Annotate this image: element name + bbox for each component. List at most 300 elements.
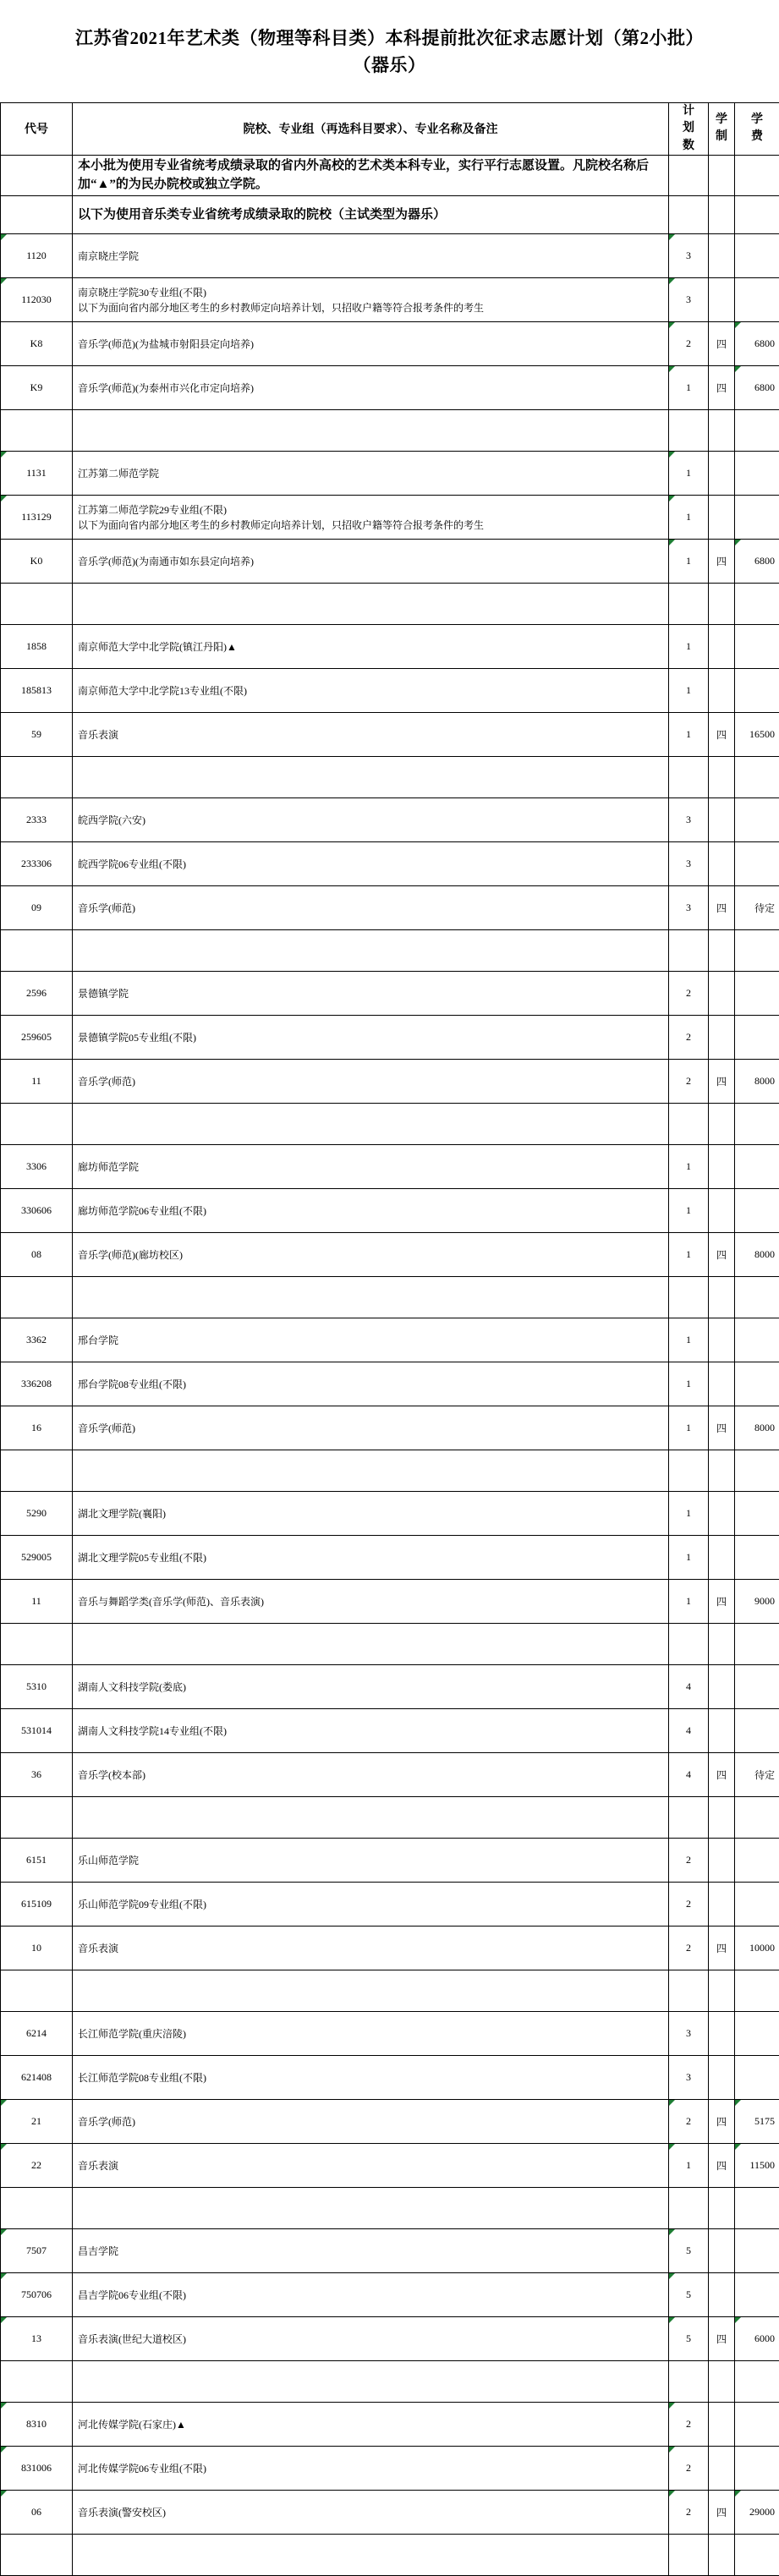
cell-fee: [735, 196, 779, 234]
comment-marker-icon: [669, 540, 675, 545]
cell-plan: 1: [669, 1189, 709, 1233]
cell-fee: [735, 2361, 779, 2403]
cell-duration: [709, 410, 735, 452]
comment-marker-icon: [1, 2229, 7, 2235]
comment-marker-icon: [735, 2144, 741, 2150]
cell-plan: 4: [669, 1753, 709, 1797]
cell-name: [73, 1665, 669, 1709]
cell-duration: 四: [709, 1753, 735, 1797]
cell-plan: [669, 1450, 709, 1492]
table-row-school: [1, 1492, 779, 1536]
cell-fee: 9000: [735, 1580, 779, 1624]
comment-marker-icon: [1, 2317, 7, 2323]
cell-code: 6214: [1, 2012, 73, 2056]
entry-name: 乐山师范学院09专业组(不限): [78, 1897, 665, 1912]
entry-name: 河北传媒学院(石家庄)▲: [78, 2417, 665, 2432]
cell-code: 08: [1, 1233, 73, 1277]
cell-fee: 16500: [735, 713, 779, 757]
header-duration-label: 学制: [715, 112, 727, 146]
cell-name: [73, 584, 669, 625]
cell-plan: 3: [669, 234, 709, 278]
cell-plan: 2: [669, 1016, 709, 1060]
cell-fee: [735, 2012, 779, 2056]
cell-plan: 2: [669, 2403, 709, 2447]
page-title-line2: （器乐）: [0, 52, 779, 79]
cell-plan: [669, 196, 709, 234]
entry-name: 景德镇学院: [78, 986, 665, 1001]
cell-fee: [735, 2535, 779, 2576]
cell-fee: [735, 1883, 779, 1927]
header-code: 代号: [1, 103, 73, 156]
cell-code: [1, 1450, 73, 1492]
cell-code: 13: [1, 2317, 73, 2361]
cell-plan: 1: [669, 669, 709, 713]
cell-duration: 四: [709, 2144, 735, 2188]
cell-duration: [709, 278, 735, 322]
entry-name: 南京晓庄学院: [78, 249, 665, 264]
table-row-school: [1, 234, 779, 278]
table-row-empty: [1, 1450, 779, 1492]
cell-duration: [709, 669, 735, 713]
cell-duration: 四: [709, 2317, 735, 2361]
table-row-empty: [1, 2361, 779, 2403]
cell-plan: 1: [669, 496, 709, 540]
table-row-major: [1, 2144, 779, 2188]
cell-plan: 1: [669, 1362, 709, 1406]
comment-marker-icon: [735, 366, 741, 372]
cell-plan: 1: [669, 1145, 709, 1189]
table-row-school: [1, 2403, 779, 2447]
cell-duration: 四: [709, 366, 735, 410]
cell-fee: [735, 625, 779, 669]
cell-duration: [709, 1970, 735, 2012]
cell-fee: 5175: [735, 2100, 779, 2144]
cell-name: [73, 2535, 669, 2576]
table-row-major: [1, 1927, 779, 1970]
entry-name: 音乐学(师范)(为盐城市射阳县定向培养): [78, 337, 665, 352]
cell-fee: 11500: [735, 2144, 779, 2188]
cell-name: [73, 625, 669, 669]
cell-fee: [735, 1104, 779, 1145]
table-row-group: [1, 1709, 779, 1753]
comment-marker-icon: [669, 2491, 675, 2497]
cell-code: 233306: [1, 842, 73, 886]
cell-code: 113129: [1, 496, 73, 540]
cell-code: [1, 2361, 73, 2403]
cell-duration: [709, 757, 735, 798]
cell-fee: [735, 2403, 779, 2447]
cell-plan: 5: [669, 2229, 709, 2273]
cell-code: 2596: [1, 972, 73, 1016]
cell-code: [1, 155, 73, 196]
cell-code: 3306: [1, 1145, 73, 1189]
cell-code: [1, 196, 73, 234]
cell-name: [73, 842, 669, 886]
table-row-group: [1, 1016, 779, 1060]
cell-duration: [709, 930, 735, 972]
cell-plan: 2: [669, 2447, 709, 2491]
table-row-major: [1, 713, 779, 757]
cell-duration: [709, 1839, 735, 1883]
cell-code: 6151: [1, 1839, 73, 1883]
entry-name: 皖西学院06专业组(不限): [78, 857, 665, 872]
cell-name: [73, 1318, 669, 1362]
cell-code: 5310: [1, 1665, 73, 1709]
table-row-empty: [1, 1277, 779, 1318]
cell-code: 1131: [1, 452, 73, 496]
cell-name: [73, 1145, 669, 1189]
cell-code: [1, 1970, 73, 2012]
comment-marker-icon: [735, 2317, 741, 2323]
note-text: 以下为使用音乐类专业省统考成绩录取的院校（主试类型为器乐）: [78, 206, 665, 225]
header-plan-count: [669, 103, 709, 156]
cell-fee: [735, 496, 779, 540]
cell-name: [73, 2144, 669, 2188]
table-row-group: [1, 1536, 779, 1580]
table-row-group: [1, 669, 779, 713]
cell-duration: [709, 155, 735, 196]
table-row-major: [1, 1580, 779, 1624]
comment-marker-icon: [735, 2100, 741, 2106]
cell-name: [73, 1580, 669, 1624]
cell-duration: [709, 496, 735, 540]
cell-duration: [709, 842, 735, 886]
cell-plan: 1: [669, 1406, 709, 1450]
cell-duration: [709, 1104, 735, 1145]
entry-name: 长江师范学院(重庆涪陵): [78, 2026, 665, 2042]
cell-code: 1858: [1, 625, 73, 669]
cell-fee: [735, 2056, 779, 2100]
table-row-major: [1, 2317, 779, 2361]
cell-duration: 四: [709, 886, 735, 930]
cell-fee: [735, 584, 779, 625]
cell-code: 09: [1, 886, 73, 930]
cell-fee: [735, 2273, 779, 2317]
entry-name: 皖西学院(六安): [78, 813, 665, 828]
table-row-empty: [1, 1970, 779, 2012]
cell-fee: 待定: [735, 886, 779, 930]
cell-plan: 2: [669, 1927, 709, 1970]
cell-plan: [669, 2361, 709, 2403]
comment-marker-icon: [735, 322, 741, 328]
cell-name: [73, 1536, 669, 1580]
cell-code: [1, 757, 73, 798]
cell-plan: 3: [669, 886, 709, 930]
cell-plan: 1: [669, 1536, 709, 1580]
cell-name: [73, 2317, 669, 2361]
cell-fee: 待定: [735, 1753, 779, 1797]
cell-name: [73, 798, 669, 842]
cell-plan: 1: [669, 452, 709, 496]
table-row-empty: [1, 930, 779, 972]
entry-name: 音乐表演: [78, 1941, 665, 1956]
cell-fee: 29000: [735, 2491, 779, 2535]
page-title-line1: 江苏省2021年艺术类（物理等科目类）本科提前批次征求志愿计划（第2小批）: [0, 25, 779, 52]
comment-marker-icon: [1, 234, 7, 240]
cell-code: 750706: [1, 2273, 73, 2317]
cell-name: [73, 410, 669, 452]
cell-duration: [709, 1145, 735, 1189]
entry-name: 音乐学(校本部): [78, 1768, 665, 1783]
cell-fee: [735, 972, 779, 1016]
page-title: [0, 0, 779, 79]
table-row-group: [1, 278, 779, 322]
cell-name: [73, 196, 669, 234]
cell-duration: 四: [709, 1580, 735, 1624]
cell-name: [73, 322, 669, 366]
cell-fee: [735, 278, 779, 322]
cell-fee: [735, 1665, 779, 1709]
cell-fee: [735, 1536, 779, 1580]
entry-name: 河北传媒学院06专业组(不限): [78, 2461, 665, 2476]
cell-duration: [709, 1492, 735, 1536]
table-row-group: [1, 2447, 779, 2491]
cell-duration: [709, 1665, 735, 1709]
cell-duration: [709, 1016, 735, 1060]
table-row-group: [1, 842, 779, 886]
table-row-group: [1, 1883, 779, 1927]
cell-duration: [709, 2361, 735, 2403]
comment-marker-icon: [669, 234, 675, 240]
cell-plan: 4: [669, 1665, 709, 1709]
cell-fee: [735, 1797, 779, 1839]
cell-duration: [709, 2535, 735, 2576]
table-row-group: [1, 2056, 779, 2100]
cell-plan: 2: [669, 1839, 709, 1883]
cell-name: [73, 1624, 669, 1665]
entry-name: 音乐学(师范): [78, 901, 665, 916]
entry-name: 南京晓庄学院30专业组(不限): [78, 285, 665, 300]
cell-plan: 2: [669, 322, 709, 366]
cell-duration: 四: [709, 322, 735, 366]
cell-code: [1, 1624, 73, 1665]
cell-name: [73, 1189, 669, 1233]
comment-marker-icon: [1, 452, 7, 458]
cell-duration: [709, 234, 735, 278]
cell-duration: [709, 1709, 735, 1753]
table-row-major: [1, 2491, 779, 2535]
entry-name: 南京师范大学中北学院13专业组(不限): [78, 683, 665, 699]
table-row-empty: [1, 2188, 779, 2229]
cell-duration: [709, 2056, 735, 2100]
comment-marker-icon: [669, 2447, 675, 2453]
cell-duration: 四: [709, 713, 735, 757]
cell-fee: 8000: [735, 1406, 779, 1450]
cell-duration: [709, 2273, 735, 2317]
table-row-school: [1, 452, 779, 496]
cell-name: [73, 1362, 669, 1406]
table-row-empty: [1, 1104, 779, 1145]
cell-name: [73, 1450, 669, 1492]
cell-fee: 10000: [735, 1927, 779, 1970]
table-row-group: [1, 496, 779, 540]
entry-name: 湖北文理学院05专业组(不限): [78, 1550, 665, 1565]
cell-code: 3362: [1, 1318, 73, 1362]
cell-plan: 1: [669, 713, 709, 757]
cell-code: 336208: [1, 1362, 73, 1406]
cell-fee: [735, 1970, 779, 2012]
comment-marker-icon: [1, 2491, 7, 2497]
comment-marker-icon: [1, 2403, 7, 2409]
cell-code: [1, 584, 73, 625]
cell-plan: 1: [669, 1318, 709, 1362]
cell-name: [73, 2188, 669, 2229]
cell-name: [73, 1797, 669, 1839]
cell-name: [73, 1970, 669, 2012]
cell-code: K8: [1, 322, 73, 366]
cell-name: [73, 1060, 669, 1104]
cell-fee: [735, 1318, 779, 1362]
cell-fee: 8000: [735, 1233, 779, 1277]
cell-fee: [735, 1624, 779, 1665]
entry-name: 湖南人文科技学院(娄底): [78, 1680, 665, 1695]
table-row-empty: [1, 1797, 779, 1839]
cell-fee: [735, 1450, 779, 1492]
cell-duration: [709, 1318, 735, 1362]
cell-name: [73, 155, 669, 196]
cell-plan: 1: [669, 2144, 709, 2188]
table-row-major: [1, 322, 779, 366]
cell-duration: [709, 452, 735, 496]
cell-duration: [709, 2447, 735, 2491]
header-fee: [735, 103, 779, 156]
entry-name: 音乐学(师范): [78, 1421, 665, 1436]
comment-marker-icon: [735, 2491, 741, 2497]
entry-name: 音乐学(师范): [78, 1074, 665, 1089]
comment-marker-icon: [669, 322, 675, 328]
entry-name: 南京师范大学中北学院(镇江丹阳)▲: [78, 639, 665, 655]
cell-name: [73, 713, 669, 757]
header-name: 院校、专业组（再选科目要求）、专业名称及备注: [73, 103, 669, 156]
cell-code: [1, 1797, 73, 1839]
table-row-empty: [1, 1624, 779, 1665]
cell-name: [73, 2361, 669, 2403]
cell-plan: [669, 1104, 709, 1145]
table-row-empty: [1, 2535, 779, 2576]
comment-marker-icon: [669, 366, 675, 372]
entry-name: 音乐表演(世纪大道校区): [78, 2332, 665, 2347]
cell-code: [1, 2188, 73, 2229]
cell-duration: 四: [709, 2100, 735, 2144]
cell-duration: [709, 196, 735, 234]
cell-code: 10: [1, 1927, 73, 1970]
cell-code: 529005: [1, 1536, 73, 1580]
table-row-school: [1, 1318, 779, 1362]
comment-marker-icon: [735, 540, 741, 545]
table-row-empty: [1, 584, 779, 625]
cell-plan: [669, 2535, 709, 2576]
entry-name: 昌吉学院06专业组(不限): [78, 2288, 665, 2303]
cell-name: [73, 1406, 669, 1450]
cell-plan: 3: [669, 798, 709, 842]
cell-duration: 四: [709, 540, 735, 584]
cell-plan: 2: [669, 1060, 709, 1104]
cell-fee: 6800: [735, 540, 779, 584]
comment-marker-icon: [669, 2144, 675, 2150]
cell-plan: 1: [669, 1233, 709, 1277]
cell-code: [1, 1277, 73, 1318]
cell-plan: [669, 155, 709, 196]
table-row-group: [1, 1362, 779, 1406]
cell-fee: [735, 1277, 779, 1318]
entry-name: 廊坊师范学院: [78, 1159, 665, 1175]
plan-table-body: [1, 155, 779, 2576]
cell-plan: [669, 757, 709, 798]
cell-duration: [709, 2012, 735, 2056]
cell-code: K9: [1, 366, 73, 410]
cell-duration: 四: [709, 1060, 735, 1104]
cell-duration: 四: [709, 1233, 735, 1277]
cell-duration: 四: [709, 1406, 735, 1450]
cell-name: [73, 2273, 669, 2317]
cell-name: [73, 366, 669, 410]
table-row-group: [1, 1189, 779, 1233]
cell-fee: [735, 1362, 779, 1406]
cell-plan: 2: [669, 2491, 709, 2535]
cell-code: 7507: [1, 2229, 73, 2273]
cell-name: [73, 757, 669, 798]
entry-name: 邢台学院: [78, 1333, 665, 1348]
cell-plan: 3: [669, 2056, 709, 2100]
entry-name: 音乐学(师范)(为南通市如东县定向培养): [78, 554, 665, 569]
entry-note: 以下为面向省内部分地区考生的乡村教师定向培养计划，只招收户籍等符合报考条件的考生: [78, 300, 665, 315]
entry-name: 音乐学(师范)(为泰州市兴化市定向培养): [78, 381, 665, 396]
comment-marker-icon: [669, 278, 675, 284]
cell-name: [73, 452, 669, 496]
table-row-school: [1, 972, 779, 1016]
table-row-school: [1, 1839, 779, 1883]
cell-code: 185813: [1, 669, 73, 713]
cell-duration: [709, 1362, 735, 1406]
cell-duration: [709, 625, 735, 669]
entry-name: 音乐表演(警安校区): [78, 2505, 665, 2520]
cell-name: [73, 2447, 669, 2491]
comment-marker-icon: [1, 2273, 7, 2279]
cell-fee: [735, 842, 779, 886]
cell-plan: [669, 410, 709, 452]
cell-name: [73, 2100, 669, 2144]
cell-name: [73, 1883, 669, 1927]
entry-name: 邢台学院08专业组(不限): [78, 1377, 665, 1392]
table-row-group: [1, 2273, 779, 2317]
cell-fee: [735, 2447, 779, 2491]
table-row-note: [1, 196, 779, 234]
cell-name: [73, 2229, 669, 2273]
table-row-school: [1, 2229, 779, 2273]
table-row-major: [1, 1060, 779, 1104]
cell-duration: [709, 2188, 735, 2229]
cell-plan: [669, 930, 709, 972]
cell-fee: [735, 1839, 779, 1883]
cell-plan: 1: [669, 540, 709, 584]
cell-code: 36: [1, 1753, 73, 1797]
cell-name: [73, 2403, 669, 2447]
cell-fee: 6800: [735, 366, 779, 410]
entry-name: 音乐表演: [78, 2158, 665, 2173]
cell-fee: [735, 410, 779, 452]
cell-duration: [709, 2229, 735, 2273]
cell-duration: [709, 798, 735, 842]
entry-note: 以下为面向省内部分地区考生的乡村教师定向培养计划，只招收户籍等符合报考条件的考生: [78, 518, 665, 533]
entry-name: 乐山师范学院: [78, 1853, 665, 1868]
table-row-major: [1, 1233, 779, 1277]
cell-plan: 4: [669, 1709, 709, 1753]
entry-name: 音乐学(师范): [78, 2114, 665, 2129]
cell-fee: 6800: [735, 322, 779, 366]
cell-fee: [735, 1189, 779, 1233]
cell-duration: [709, 1277, 735, 1318]
comment-marker-icon: [1, 2144, 7, 2150]
